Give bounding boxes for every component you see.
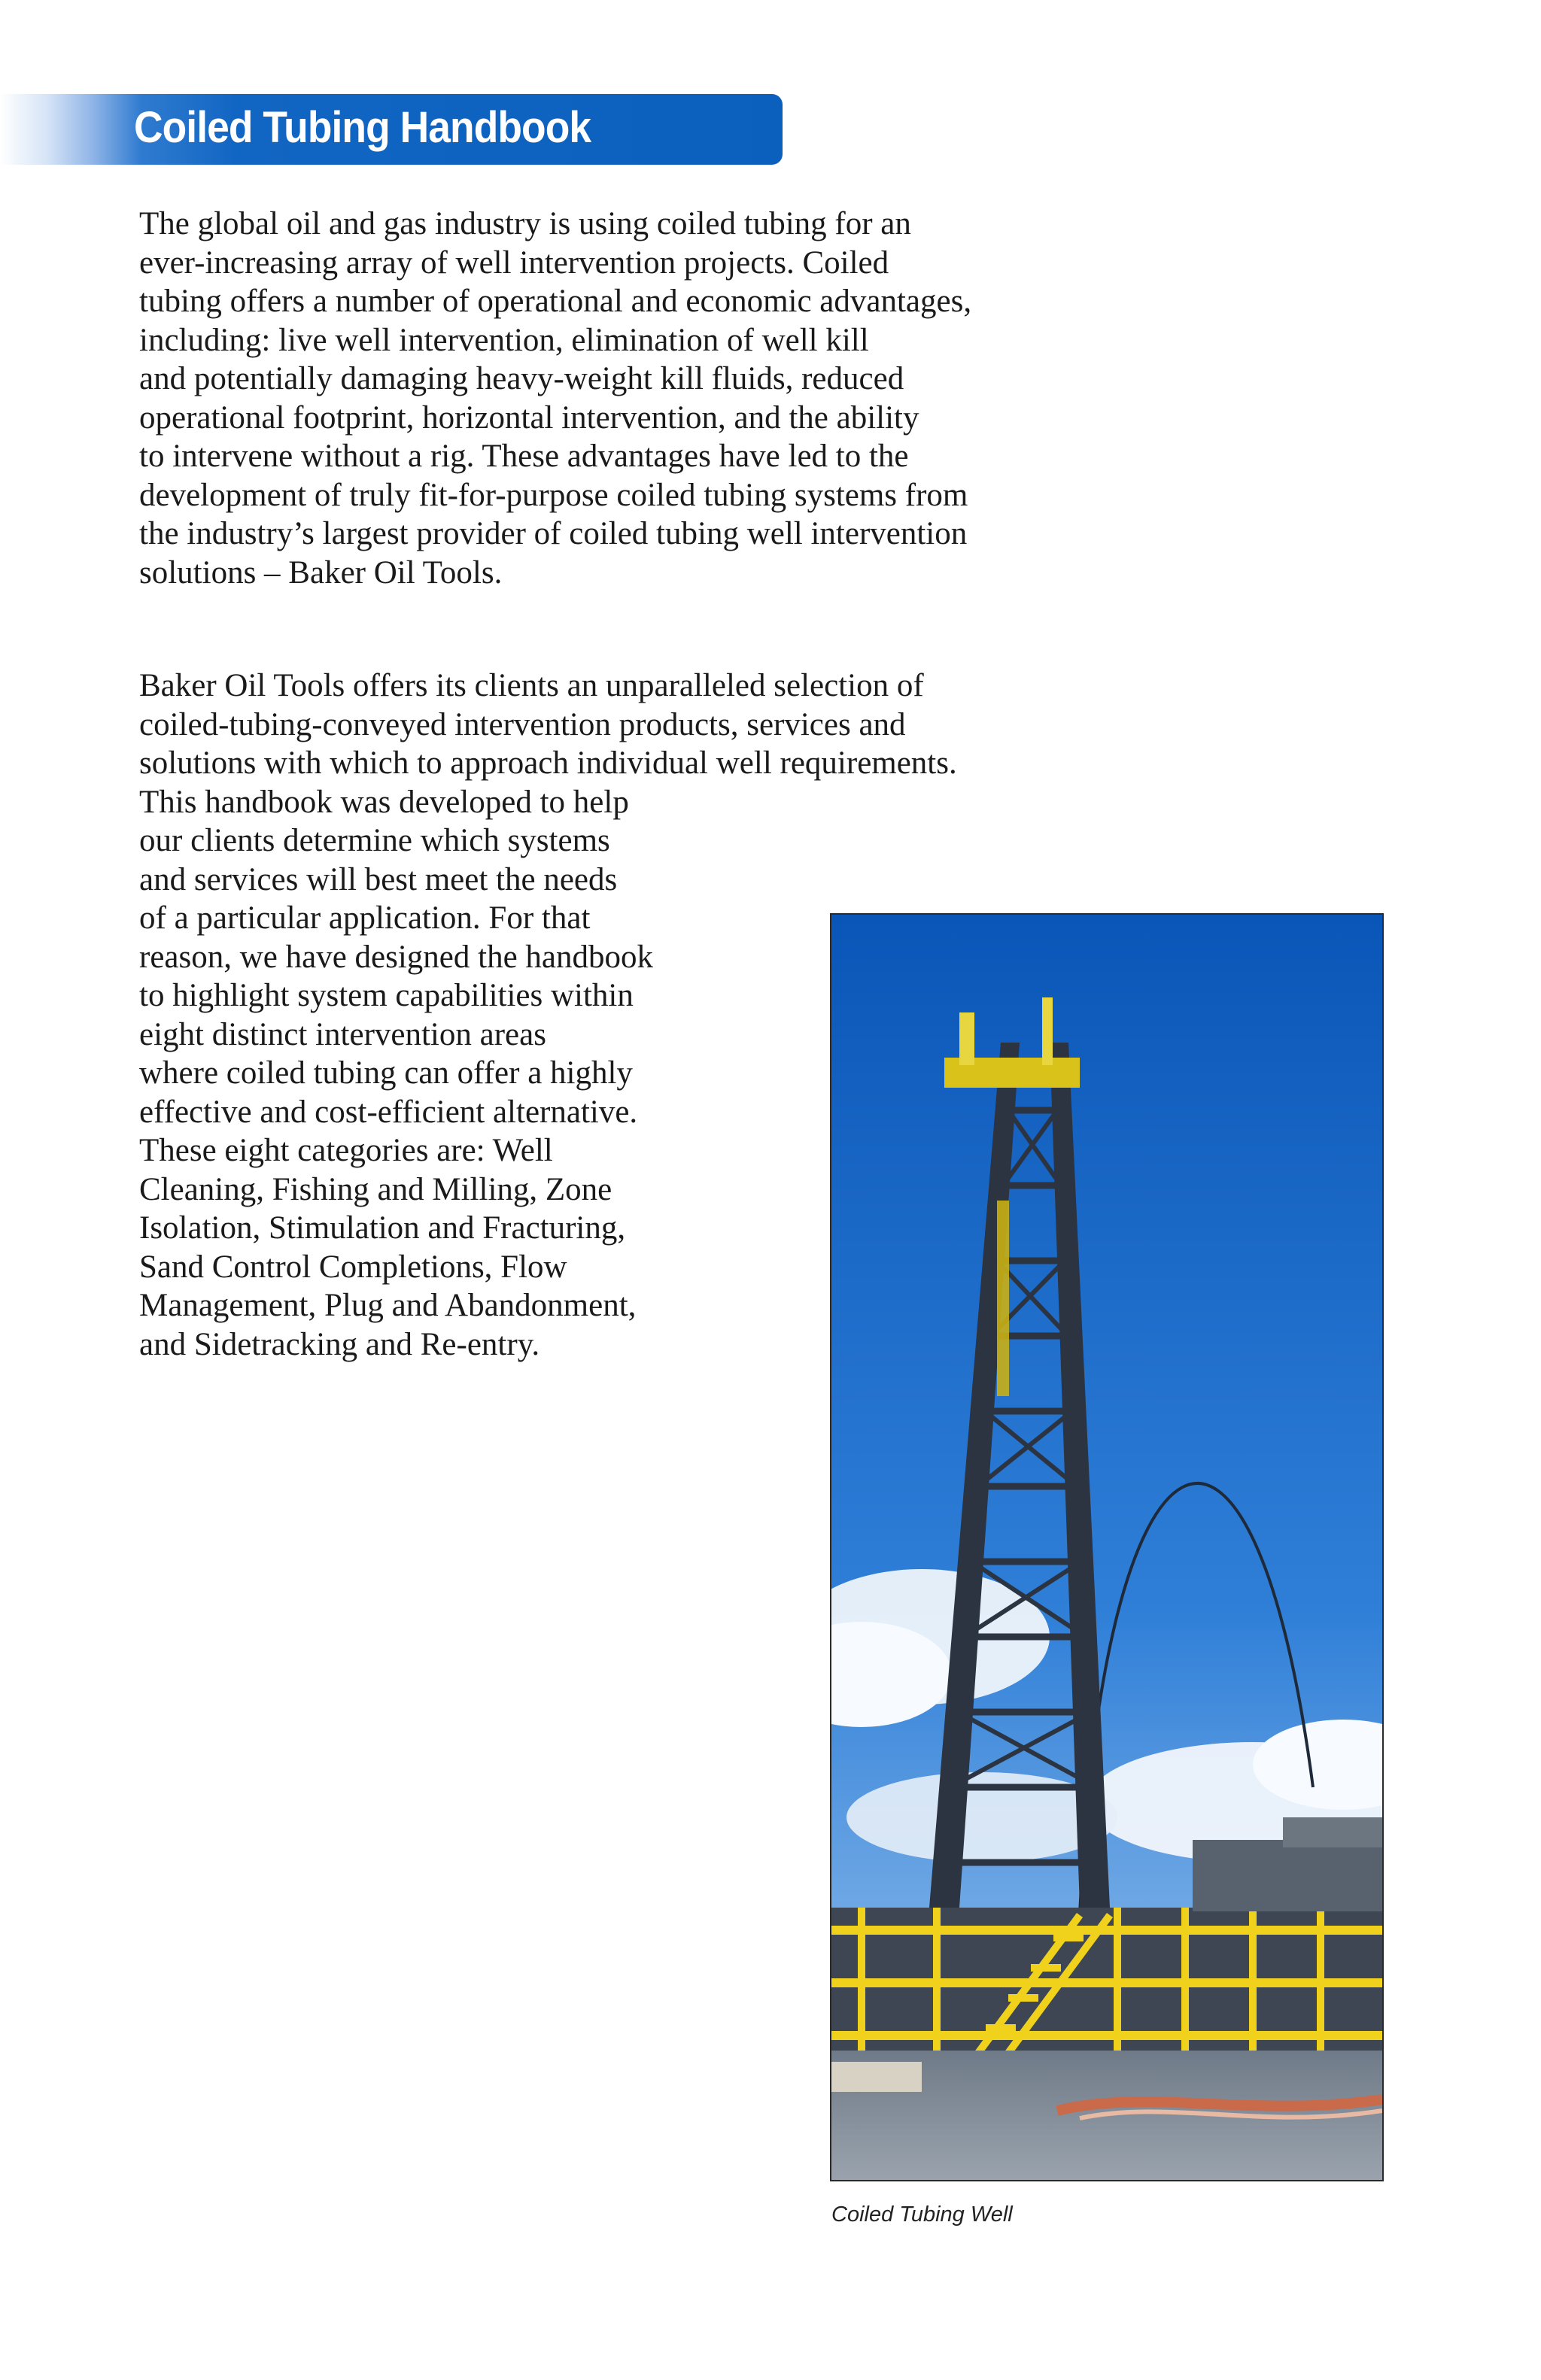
text-line: and Sidetracking and Re-entry. (139, 1326, 540, 1362)
text-line: the industry’s largest provider of coiled tubing well intervention (139, 516, 968, 551)
coiled-tubing-well-photo (830, 913, 1384, 2181)
text-line: and services will best meet the needs (139, 861, 618, 897)
text-line: operational footprint, horizontal intervention, and the ability (139, 399, 919, 436)
text-line: Baker Oil Tools offers its clients an unparalleled selection of (139, 668, 924, 703)
page-title: Coiled Tubing Handbook (134, 103, 591, 152)
text-line: solutions – Baker Oil Tools. (139, 554, 503, 590)
text-line: Management, Plug and Abandonment, (139, 1288, 637, 1323)
text-line: our clients determine which systems (139, 823, 610, 858)
text-line: solutions with which to approach individual well requirements. (139, 745, 957, 781)
text-line: effective and cost-efficient alternative. (139, 1094, 638, 1130)
intro-paragraph (139, 205, 971, 592)
text-line: including: live well intervention, elimination of well kill (139, 322, 869, 358)
text-line: coiled-tubing-conveyed intervention products, services and (139, 706, 906, 742)
text-line: Cleaning, Fishing and Milling, Zone (139, 1171, 612, 1207)
text-line: to highlight system capabilities within (139, 978, 634, 1013)
text-line: eight distinct intervention areas (139, 1016, 546, 1052)
text-line: to intervene without a rig. These advantages have led to the (139, 439, 909, 474)
text-line: development of truly fit-for-purpose coiled tubing systems from (139, 477, 968, 513)
text-line: The global oil and gas industry is using coiled tubing for an (139, 206, 911, 241)
text-line: ever-increasing array of well intervention projects. Coiled (139, 244, 889, 281)
text-line: Sand Control Completions, Flow (139, 1249, 567, 1285)
text-line: and potentially damaging heavy-weight kill fluids, reduced (139, 361, 904, 396)
text-line: reason, we have designed the handbook (139, 939, 654, 975)
figure-caption: Coiled Tubing Well (831, 2202, 1013, 2227)
text-line: of a particular application. For that (139, 900, 591, 936)
text-line: tubing offers a number of operational and economic advantages, (139, 284, 972, 319)
text-line: Isolation, Stimulation and Fracturing, (139, 1210, 626, 1246)
text-line: These eight categories are: Well (139, 1133, 553, 1168)
text-line: This handbook was developed to help (139, 784, 629, 820)
text-line: where coiled tubing can offer a highly (139, 1055, 633, 1091)
